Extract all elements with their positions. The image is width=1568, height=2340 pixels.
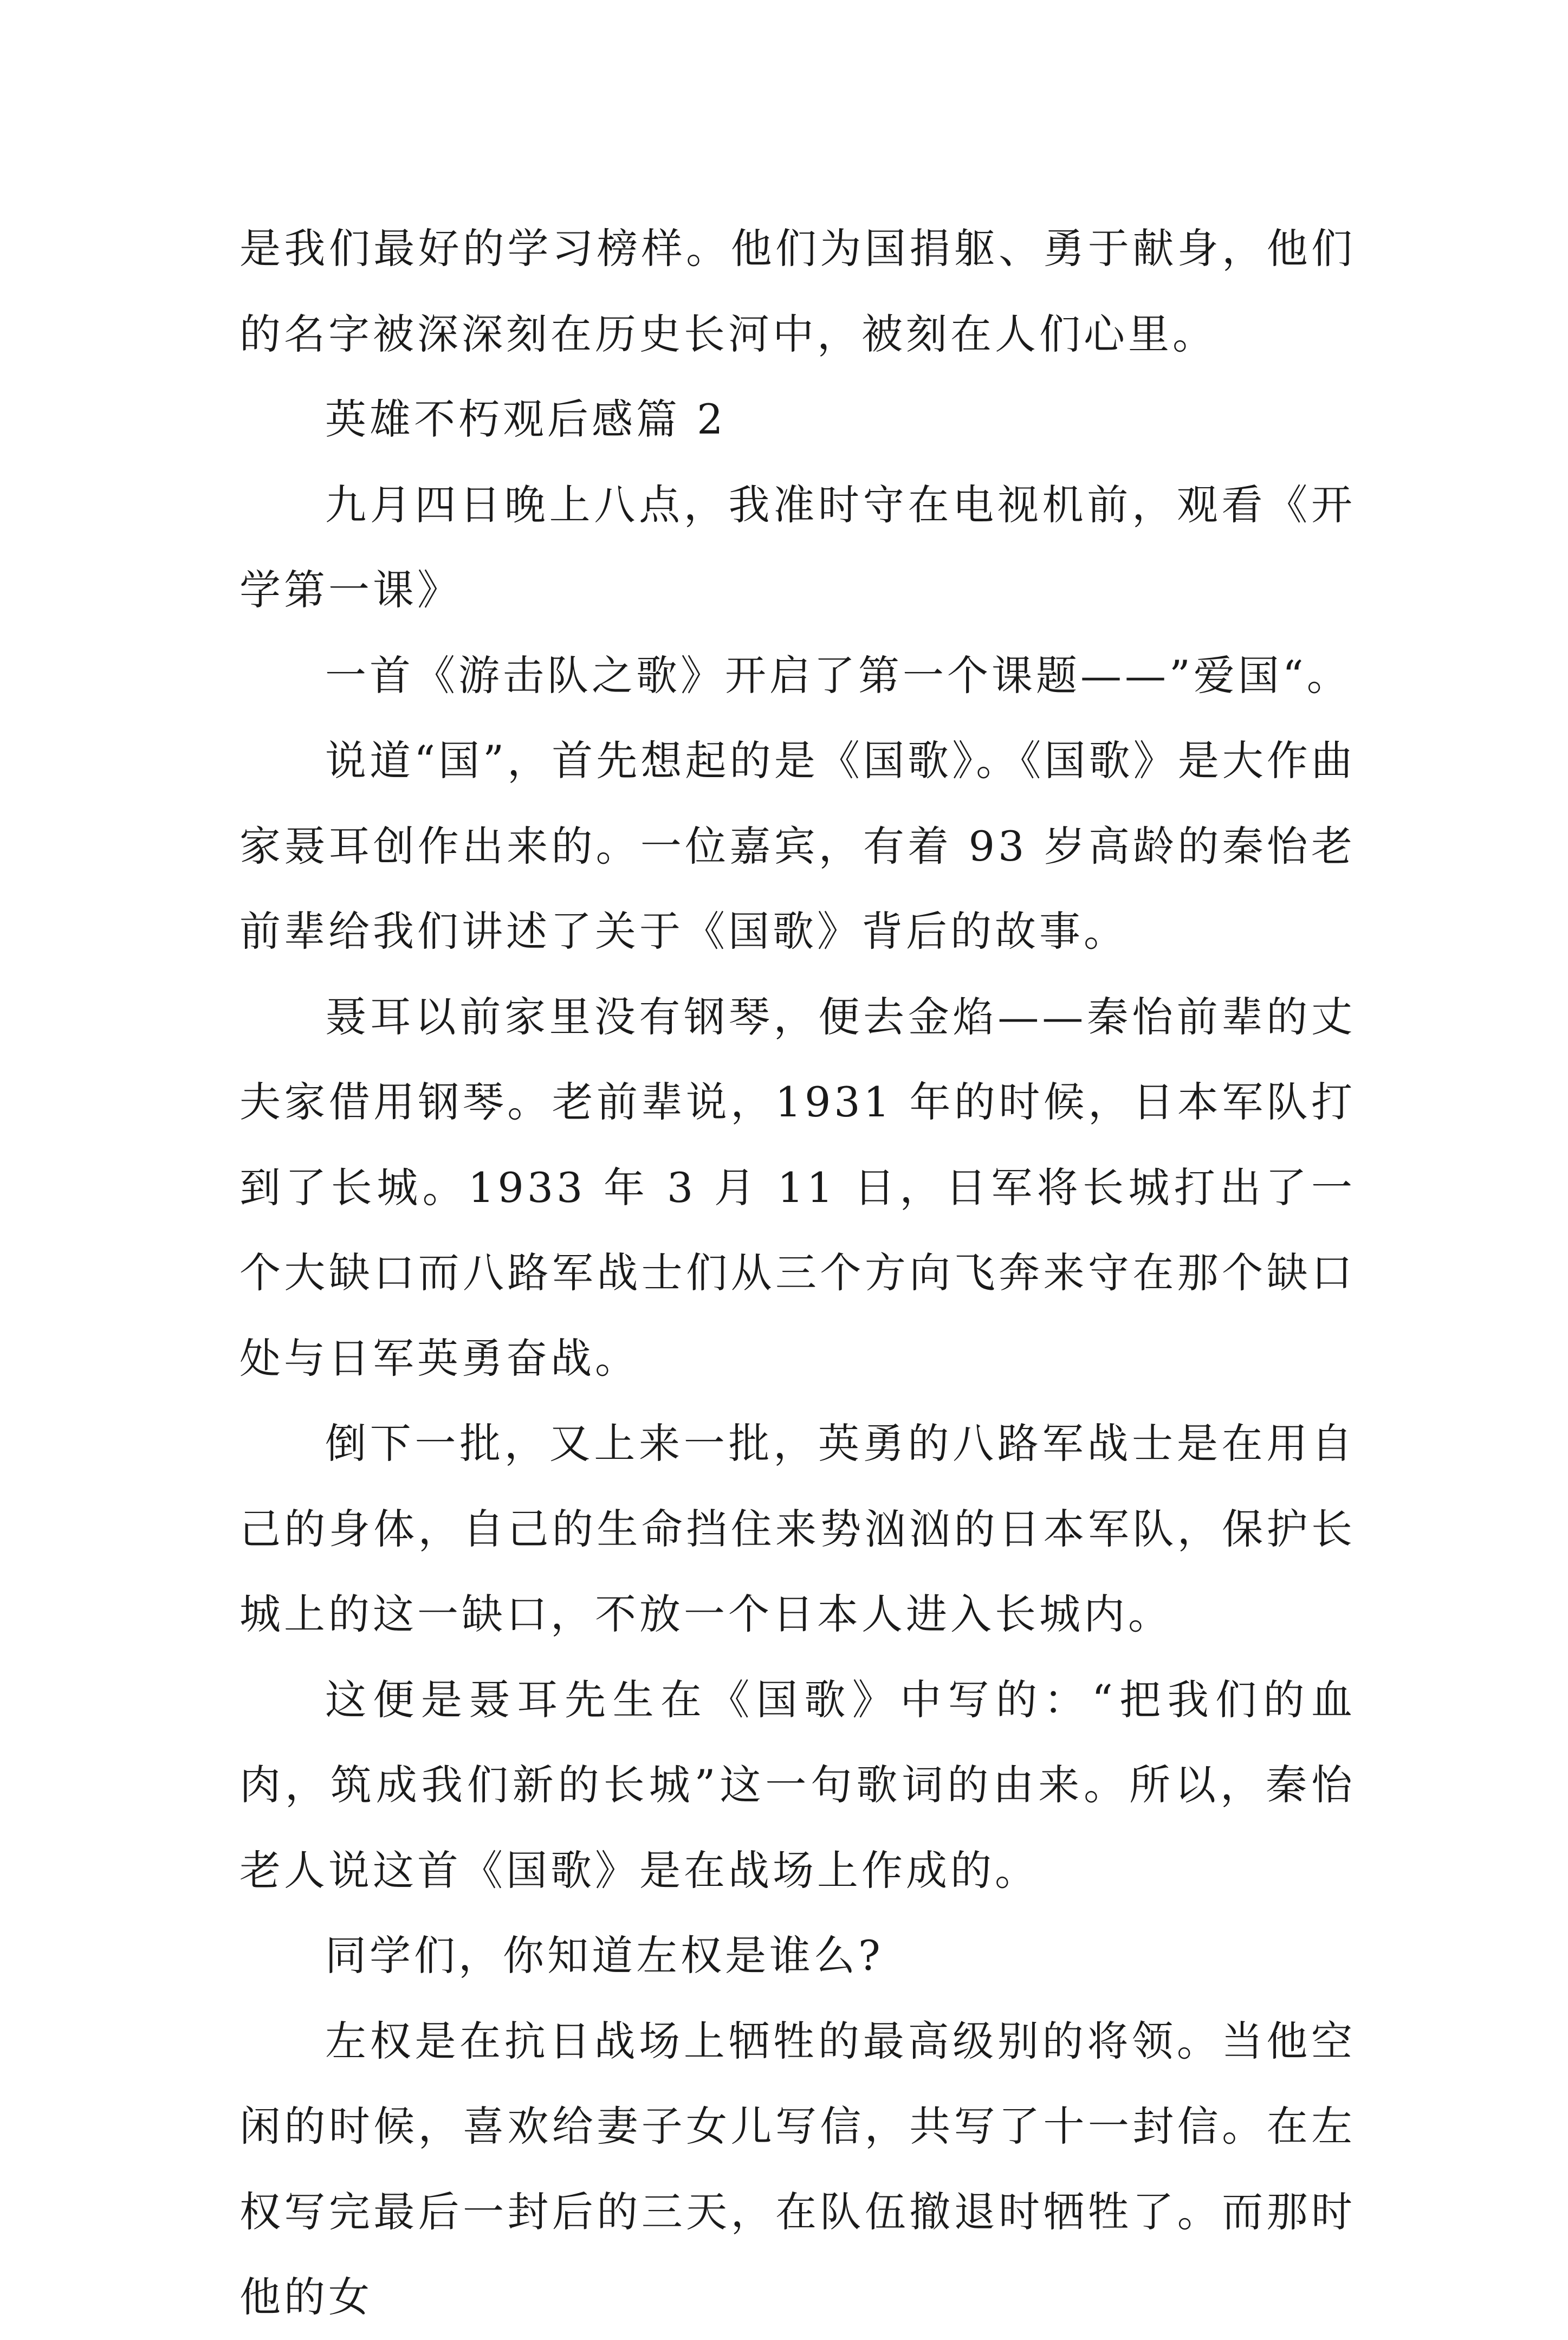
paragraph-continuation: 是我们最好的学习榜样。他们为国捐躯、勇于献身，他们的名字被深深刻在历史长河中，被刻在人们心里。 [239, 224, 1356, 358]
paragraph: 说道“国”，首先想起的是《国歌》。《国歌》是大作曲家聂耳创作出来的。一位嘉宾，有着 93 岁高龄的秦怡老前辈给我们讲述了关于《国歌》背后的故事。 [239, 736, 1356, 955]
paragraph: 同学们，你知道左权是谁么? [325, 1931, 884, 1980]
paragraph: 左权是在抗日战场上牺牲的最高级别的将领。当他空闲的时候，喜欢给妻子女儿写信，共写了十一封信。在左权写完最后一封后的三天，在队伍撤退时牺牲了。而那时他的女 [239, 2016, 1356, 2321]
paragraph: 倒下一批，又上来一批，英勇的八路军战士是在用自己的身体，自己的生命挡住来势汹汹的日本军队，保护长城上的这一缺口，不放一个日本人进入长城内。 [239, 1419, 1356, 1638]
document-body [239, 206, 1356, 2340]
paragraph: 聂耳以前家里没有钢琴，便去金焰——秦怡前辈的丈夫家借用钢琴。老前辈说，1931 年的时候，日本军队打到了长城。1933 年 3 月 11 日，日军将长城打出了一个大缺口而八路军战士们从三个方向飞奔来守在那个缺口处与日军英勇奋战。 [239, 992, 1356, 1382]
section-heading: 英雄不朽观后感篇 2 [325, 395, 727, 443]
paragraph: 这便是聂耳先生在《国歌》中写的：“把我们的血肉，筑成我们新的长城”这一句歌词的由来。所以，秦怡老人说这首《国歌》是在战场上作成的。 [239, 1675, 1356, 1895]
paragraph: 一首《游击队之歌》开启了第一个课题——”爱国“。 [325, 651, 1351, 700]
paragraph: 九月四日晚上八点，我准时守在电视机前，观看《开学第一课》 [239, 480, 1356, 614]
